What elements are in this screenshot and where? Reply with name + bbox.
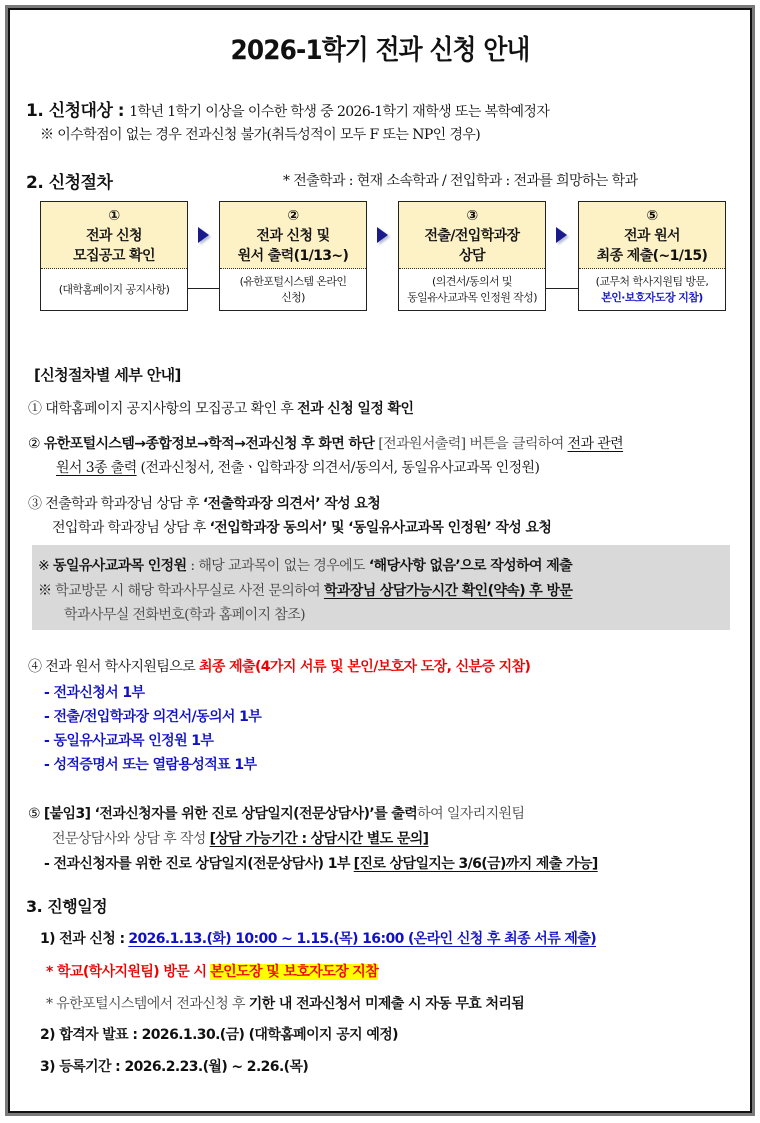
schedule-item-1-value: 2026.1.13.(화) 10:00 ~ 1.15.(목) 16:00 (온라인 신청 후 최종 서류 제출) [128, 931, 597, 947]
reference-mark-icon: ※ [38, 583, 52, 599]
flow-step-4 [578, 201, 726, 311]
notice-bold-1: 동일유사교과목 인정원 [53, 558, 187, 574]
step3-line1 [28, 493, 380, 513]
step5-line1 [28, 803, 524, 823]
step3-text-1: 전출학과 학과장님 상담 후 [45, 496, 199, 512]
step2-underline-1: 전과 관련 [567, 436, 624, 452]
reference-mark-icon: ※ [38, 558, 50, 574]
section1-line [26, 96, 549, 121]
schedule-warning [46, 961, 378, 981]
schedule-warning-text: * 학교(학사지원팀) 방문 시 [46, 964, 207, 980]
step1-bold: 전과 신청 일정 확인 [297, 401, 414, 417]
flow-arrow-icon [198, 227, 209, 243]
flow-arrow-icon [377, 227, 388, 243]
flow-step-sub-2: 동일유사교과목 인정원 작성) [407, 290, 537, 304]
page-title: 2026-1학기 전과 신청 안내 [230, 35, 530, 66]
step1-line [28, 398, 413, 418]
notice-line-3: 학과사무실 전화번호(학과 홈페이지 참조) [64, 607, 305, 623]
section1-text: 1학년 1학기 이상을 이수한 학생 중 2026-1학기 재학생 또는 복학예정자 [129, 104, 550, 120]
flow-connector-line [188, 288, 219, 289]
flow-step-sub-1: (교무처 학사지원팀 방문, [595, 274, 709, 288]
step3-bold-1: ‘전출학과장 의견서’ 작성 요청 [202, 496, 381, 512]
step2-text: [전과원서출력] 버튼을 클릭하여 [378, 436, 564, 452]
section2-heading: 2. 신청절차 [26, 173, 113, 193]
step5-number: ⑤ [28, 806, 40, 822]
step2-bold: 유한포털시스템→종합정보→학적→전과신청 후 화면 하단 [43, 436, 375, 452]
schedule-item-1-label: 1) 전과 신청 : [40, 931, 125, 947]
step3-number: ③ [28, 496, 42, 512]
flow-step-number: ③ [466, 208, 478, 224]
details-heading: [신청절차별 세부 안내] [34, 366, 181, 384]
step4-line [28, 656, 530, 676]
section1-heading: 1. 신청대상 : [26, 101, 125, 121]
step4-red: 최종 제출(4가지 서류 및 본인/보호자 도장, 신분증 지참) [199, 659, 531, 675]
schedule-warning-highlight: 본인도장 및 보호자도장 지참 [210, 964, 379, 980]
flow-step-3 [398, 201, 546, 311]
step5-underline: [진로 상담일지는 3/6(금)까지 제출 가능] [353, 856, 598, 872]
flow-step-1 [40, 201, 188, 311]
flow-step-number: ② [287, 208, 299, 224]
step2-line1 [28, 433, 623, 453]
schedule-note-text: * 유한포털시스템에서 전과신청 후 [46, 996, 245, 1012]
step4-item: - 성적증명서 또는 열람용성적표 1부 [44, 757, 257, 773]
step3-text-2: 전입학과 학과장님 상담 후 [52, 520, 206, 536]
flow-step-title-1: 전과 신청 및 [256, 228, 330, 244]
step5-text: 하여 일자리지원팀 [417, 806, 525, 822]
notice-bold-2: ‘해당사항 없음’으로 작성하여 제출 [368, 558, 573, 574]
schedule-note [46, 993, 524, 1013]
flow-step-sub-1: (유한포털시스템 온라인 [239, 274, 347, 288]
step2-underline-2: 원서 3종 출력 [56, 460, 137, 476]
flow-step-sub-2: 본인·보호자도장 지참) [601, 290, 703, 304]
flow-step-number: ⑤ [646, 208, 658, 224]
flow-step-sub-1: (의견서/동의서 및 [432, 274, 512, 288]
step3-bold-2: ‘전입학과장 동의서’ 및 ‘동일유사교과목 인정원’ 작성 요청 [209, 520, 552, 536]
section2-note: * 전출학과 : 현재 소속학과 / 전입학과 : 전과를 희망하는 학과 [283, 173, 638, 189]
schedule-item-3: 3) 등록기간 : 2026.2.23.(월) ~ 2.26.(목) [40, 1059, 309, 1075]
section1-note: ※ 이수학점이 없는 경우 전과신청 불가(취득성적이 모두 F 또는 NP인 경우) [40, 127, 481, 143]
step2-text-2: (전과신청서, 전출ㆍ입학과장 의견서/동의서, 동일유사교과목 인정원) [140, 460, 540, 476]
flow-step-title-1: 전과 신청 [86, 228, 142, 244]
section3-heading: 3. 진행일정 [26, 897, 108, 916]
step5-text-2: 전문상담사와 상담 후 작성 [52, 831, 206, 847]
flow-step-number: ① [108, 208, 120, 224]
step4-item: - 동일유사교과목 인정원 1부 [44, 733, 214, 749]
schedule-item-1 [40, 928, 596, 948]
notice-text-2: 학교방문 시 해당 학과사무실로 사전 문의하여 [55, 583, 321, 599]
flow-step-title-2: 모집공고 확인 [73, 248, 155, 264]
flow-arrow-icon [556, 227, 567, 243]
step1-text: 대학홈페이지 공지사항의 모집공고 확인 후 [45, 401, 294, 417]
step2-number: ② [28, 436, 40, 452]
flow-connector-line [546, 288, 578, 289]
flow-step-2 [219, 201, 367, 311]
flow-step-title-1: 전출/전입학과장 [424, 228, 520, 244]
step1-number: ① [28, 401, 42, 417]
notice-line-2 [38, 580, 572, 600]
step3-line2 [52, 517, 551, 537]
notice-line-1 [38, 555, 572, 575]
flow-step-sub-2: 신청) [281, 290, 305, 304]
schedule-note-bold: 기한 내 전과신청서 미제출 시 자동 무효 처리됨 [248, 996, 525, 1012]
step5-bold-3: - 전과신청자를 위한 진로 상담일지(전문상담사) 1부 [44, 856, 350, 872]
step4-item: - 전출/전입학과장 의견서/동의서 1부 [44, 709, 262, 725]
step4-item: - 전과신청서 1부 [44, 685, 145, 701]
step5-bold-2: [상담 가능기간 : 상담시간 별도 문의] [209, 831, 429, 847]
notice-bold-3: 학과장님 상담가능시간 확인(약속) 후 방문 [323, 583, 573, 599]
notice-text-1: : 해당 교과목이 없는 경우에도 [190, 558, 365, 574]
flow-step-title-1: 전과 원서 [624, 228, 680, 244]
schedule-item-2: 2) 합격자 발표 : 2026.1.30.(금) (대학홈페이지 공지 예정) [40, 1027, 398, 1043]
step4-text: 전과 원서 학사지원팀으로 [45, 659, 196, 675]
flow-step-title-2: 상담 [459, 248, 485, 264]
step2-line2 [56, 457, 539, 477]
flow-step-title-2: 최종 제출(~1/15) [596, 248, 708, 264]
step5-line2 [52, 828, 428, 848]
step4-number: ④ [28, 659, 42, 675]
flow-step-title-2: 원서 출력(1/13~) [237, 248, 349, 264]
step5-line3 [44, 853, 598, 873]
flow-step-sub-1: (대학홈페이지 공지사항) [58, 282, 170, 296]
step5-bold: [붙임3] ‘전과신청자를 위한 진로 상담일지(전문상담사)’를 출력 [43, 806, 418, 822]
